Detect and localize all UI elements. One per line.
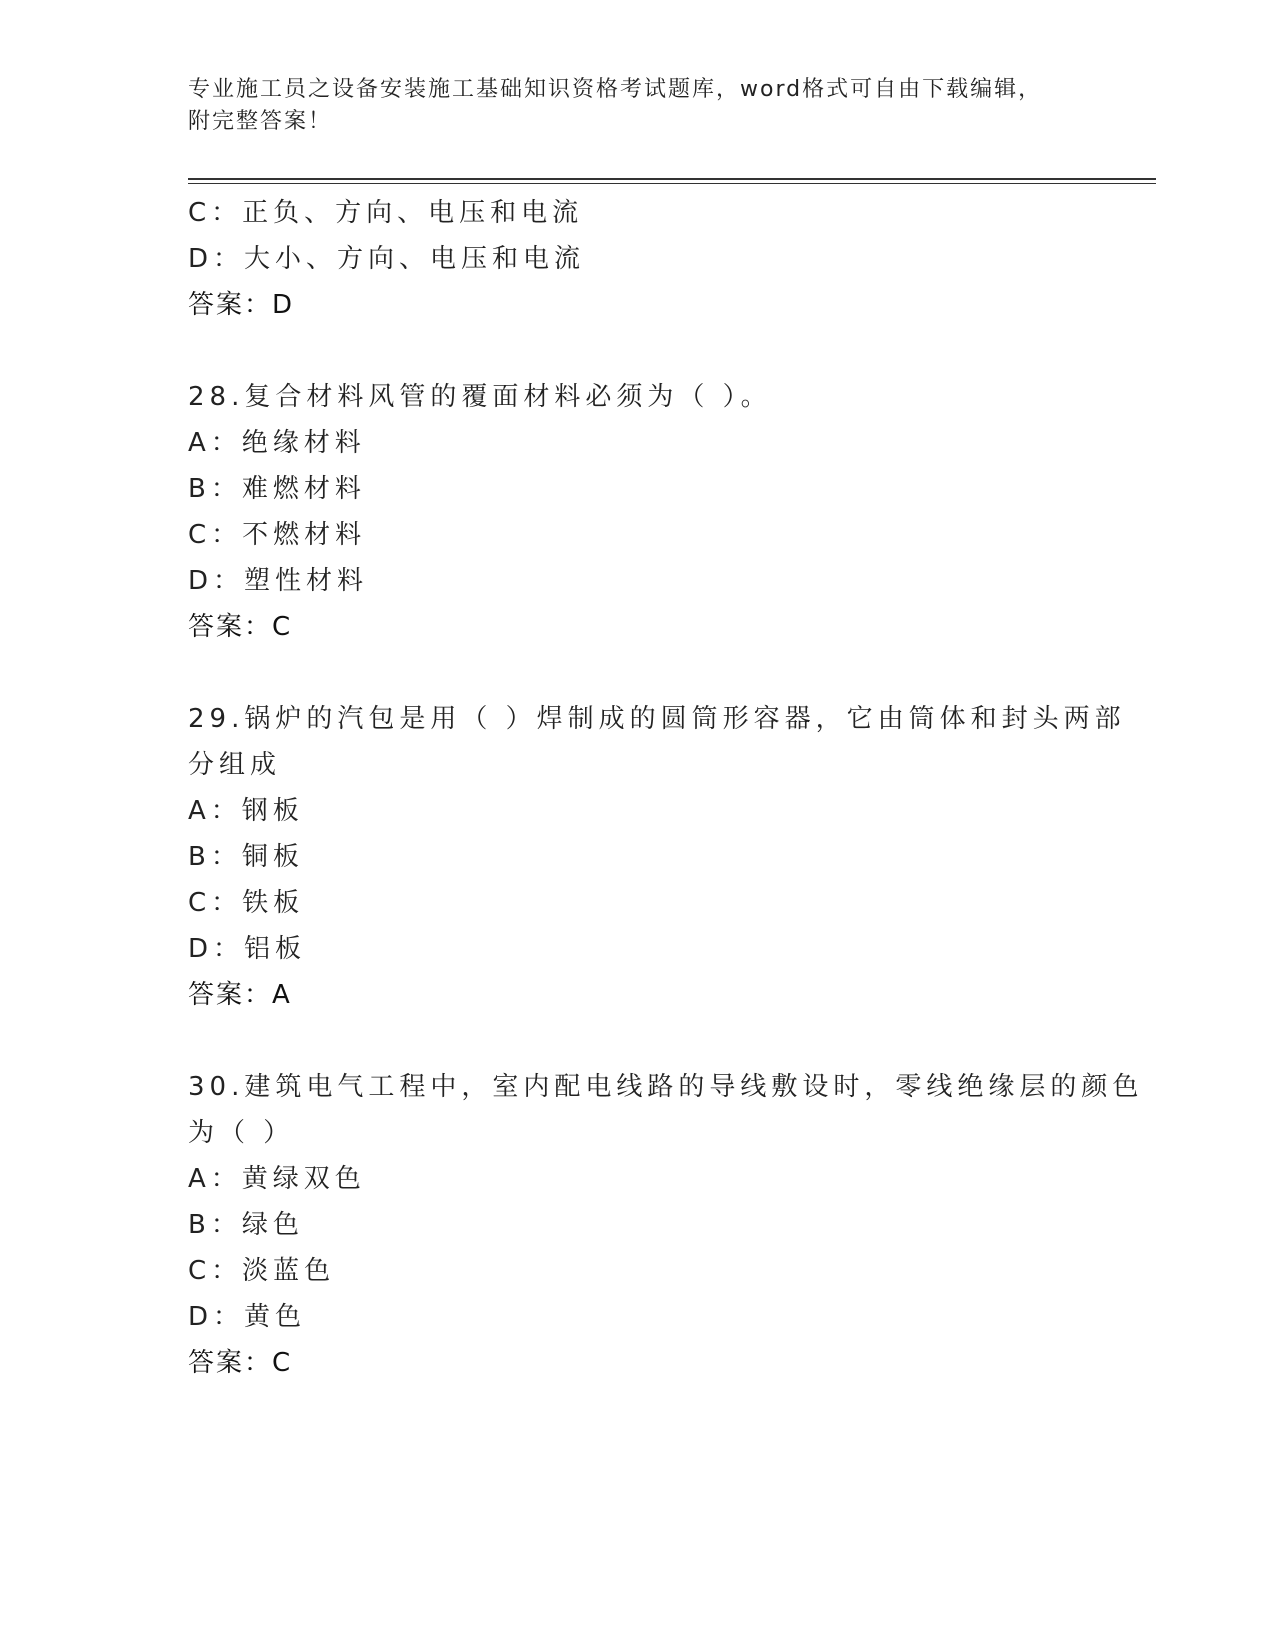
question-stem-line-2: 分组成 [188,750,282,780]
option-c: C：正负、方向、电压和电流 [188,198,584,228]
option-c: C：淡蓝色 [188,1256,336,1286]
question-29 [188,696,1126,1018]
option-d: D：大小、方向、电压和电流 [188,244,586,274]
option-d: D：黄色 [188,1302,307,1332]
header-divider-top [188,178,1156,180]
spacer [188,328,1088,374]
header-line-2: 附完整答案！ [188,109,333,134]
question-stem-line-1: 29.锅炉的汽包是用（ ）焊制成的圆筒形容器，它由筒体和封头两部 [188,704,1126,734]
header-divider-bottom [188,183,1156,184]
question-stem-line-1: 30.建筑电气工程中，室内配电线路的导线敷设时，零线绝缘层的颜色 [188,1072,1144,1102]
option-b: B：难燃材料 [188,474,366,504]
option-c: C：不燃材料 [188,520,367,550]
answer: 答案：C [188,612,293,642]
option-c: C：铁板 [188,888,305,918]
question-27-continued [188,190,1088,328]
question-28 [188,374,1088,650]
document-header [188,74,1068,138]
option-d: D：铝板 [188,934,307,964]
answer: 答案：D [188,290,295,320]
option-a: A：钢板 [188,796,304,826]
question-list [188,190,1144,1386]
question-stem: 28.复合材料风管的覆面材料必须为（ ）。 [188,382,772,412]
header-line-1: 专业施工员之设备安装施工基础知识资格考试题库，word格式可自由下载编辑， [188,77,1043,102]
option-a: A：黄绿双色 [188,1164,366,1194]
option-b: B：铜板 [188,842,304,872]
question-30 [188,1064,1144,1386]
option-a: A：绝缘材料 [188,428,366,458]
option-b: B：绿色 [188,1210,304,1240]
spacer [188,650,1088,696]
answer: 答案：A [188,980,292,1010]
question-stem-line-2: 为（ ） [188,1118,295,1148]
spacer [188,1018,1088,1064]
option-d: D：塑性材料 [188,566,369,596]
answer: 答案：C [188,1348,293,1378]
